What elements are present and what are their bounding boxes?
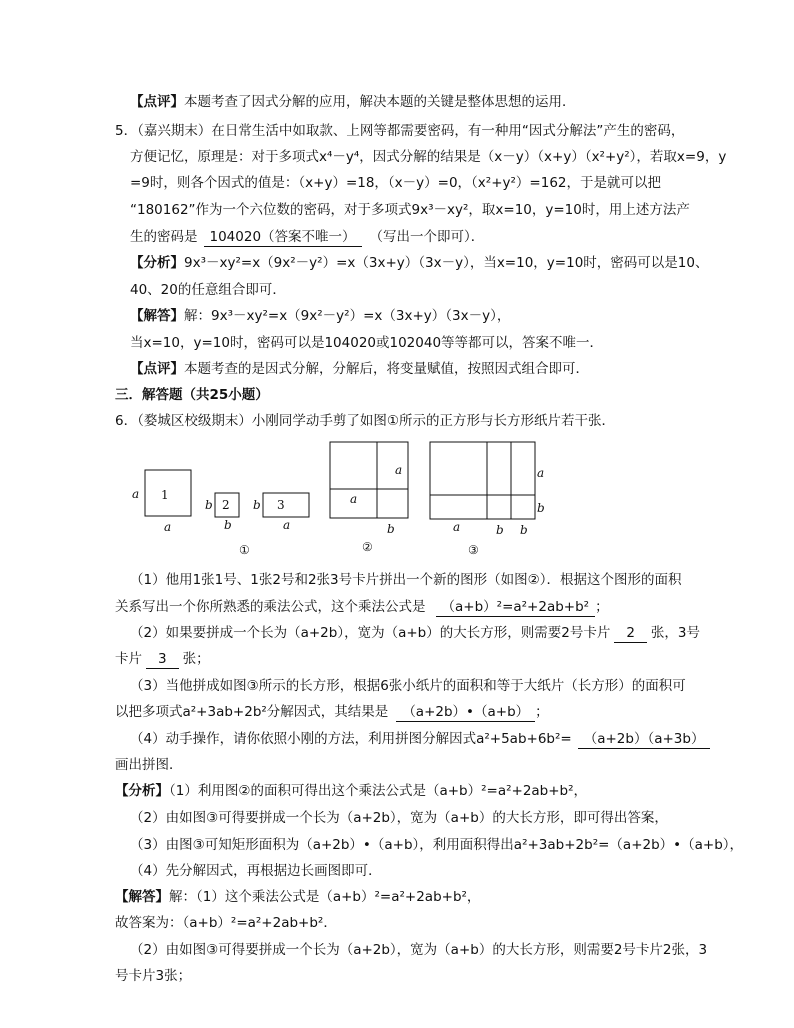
answer-blank: 104020（答案不唯一） bbox=[204, 228, 362, 247]
q6-part-2-line-2 bbox=[115, 650, 210, 669]
figure-3-caption: ③ bbox=[468, 543, 479, 557]
cards-figure bbox=[125, 437, 555, 562]
text: 张，3号 bbox=[650, 625, 701, 641]
card-3-number: 3 bbox=[277, 498, 285, 512]
question-5-line-5 bbox=[130, 228, 484, 247]
q6-solution-line-1 bbox=[115, 888, 480, 906]
card-1-bottom-a-label: a bbox=[164, 520, 172, 534]
question-5-line-2: 方便记忆，原理是：对于多项式x⁴－y⁴，因式分解的结果是（x－y）（x+y）（x²+y²），若取x=9，y bbox=[130, 149, 727, 165]
q6-analysis-line-3: （3）由图③可知矩形面积为（a+2b）•（a+b），利用面积得出a²+3ab+2b²=（a+2b）•（a+b）， bbox=[130, 837, 744, 853]
text: 生的密码是 bbox=[130, 229, 198, 245]
text: （2）如果要拼成一个长为（a+2b），宽为（a+b）的大长方形，则需要2号卡片 bbox=[130, 625, 611, 641]
figure-3-bottom-b1-label: b bbox=[496, 523, 504, 537]
solution-head: 【解答】 bbox=[130, 308, 184, 324]
q6-part-1-line-1: （1）他用1张1号、1张2号和2张3号卡片拼出一个新的图形（如图②）．根据这个图形的面积 bbox=[130, 572, 682, 588]
q6-part-4-line-1 bbox=[130, 730, 710, 749]
text: （写出一个即可）． bbox=[369, 229, 485, 245]
q6-analysis-line-4: （4）先分解因式，再根据边长画图即可． bbox=[130, 863, 382, 879]
card-1-side-a-label: a bbox=[132, 487, 140, 501]
figure-2-outline bbox=[330, 442, 408, 518]
q6-solution-line-2: 故答案为：（a+b）²=a²+2ab+b²． bbox=[115, 915, 337, 931]
question-5-line-3: =9时，则各个因式的值是：（x+y）=18，（x－y）=0，（x²+y²）=162，于是就可以把 bbox=[130, 175, 662, 191]
comment-text: 本题考查的是因式分解，分解后，将变量赋值，按照因式组合即可． bbox=[184, 361, 589, 377]
figure-3-outline bbox=[430, 442, 535, 519]
analysis-text: （1）利用图②的面积可得出这个乘法公式是（a+b）²=a²+2ab+b²， bbox=[169, 783, 588, 799]
card-3-side-b-label: b bbox=[253, 498, 261, 512]
question-5-line-4: “180162”作为一个六位数的密码，对于多项式9x³－xy²，取x=10，y=10时，用上述方法产 bbox=[130, 202, 690, 218]
q6-part-3-line-2 bbox=[115, 703, 549, 722]
text: 卡片 bbox=[115, 651, 142, 667]
text: 关系写出一个你所熟悉的乘法公式，这个乘法公式是 bbox=[115, 599, 426, 615]
q6-part-4-line-2: 画出拼图． bbox=[115, 757, 183, 773]
text: 以把多项式a²+3ab+2b²分解因式，其结果是 bbox=[115, 704, 389, 720]
q6-analysis-line-1 bbox=[115, 782, 587, 800]
figure-3-bottom-a-label: a bbox=[453, 520, 461, 534]
section-heading: 三．解答题（共25小题） bbox=[115, 387, 269, 403]
comment-line-1 bbox=[130, 93, 576, 111]
q6-part-3-line-1: （3）当他拼成如图③所示的长方形，根据6张小纸片的面积和等于大纸片（长方形）的面积可 bbox=[130, 678, 686, 694]
solution-head: 【解答】 bbox=[115, 889, 169, 905]
solution-text: 解：9x³－xy²=x（9x²－y²）=x（3x+y）（3x－y）， bbox=[184, 308, 511, 324]
comment-head: 【点评】 bbox=[130, 94, 184, 110]
text: 张； bbox=[182, 651, 210, 667]
answer-blank: 3 bbox=[146, 650, 179, 669]
text: （4）动手操作，请你依照小刚的方法，利用拼图分解因式a²+5ab+6b²= bbox=[130, 731, 572, 747]
card-3-rect bbox=[263, 493, 309, 517]
q6-part-2-line-1 bbox=[130, 624, 700, 643]
figure-2-inner-a-label: a bbox=[350, 492, 358, 506]
card-2-side-b-label: b bbox=[205, 498, 213, 512]
q6-solution-line-4: 号卡片3张； bbox=[115, 968, 192, 984]
figure-2-caption: ② bbox=[362, 540, 373, 554]
text: ； bbox=[595, 599, 609, 615]
answer-blank: （a+b）²=a²+2ab+b² bbox=[436, 598, 596, 617]
solution-line-2: 当x=10，y=10时，密码可以是104020或102040等等都可以，答案不唯一． bbox=[130, 335, 604, 351]
figure-2-bottom-b-label: b bbox=[387, 522, 395, 536]
q6-analysis-line-2: （2）由如图③可得要拼成一个长为（a+2b），宽为（a+b）的大长方形，即可得出答案， bbox=[130, 810, 668, 826]
analysis-line-1 bbox=[130, 254, 708, 272]
figure-2-side-a-label: a bbox=[395, 463, 403, 477]
analysis-head: 【分析】 bbox=[115, 783, 169, 799]
text: ； bbox=[535, 704, 549, 720]
answer-blank: 2 bbox=[614, 624, 647, 643]
analysis-head: 【分析】 bbox=[130, 255, 184, 271]
comment-head: 【点评】 bbox=[130, 361, 184, 377]
figure-3-bottom-b2-label: b bbox=[520, 523, 528, 537]
comment-text: 本题考查了因式分解的应用，解决本题的关键是整体思想的运用． bbox=[184, 94, 576, 110]
figure-3-side-a-label: a bbox=[537, 466, 545, 480]
card-1-number: 1 bbox=[161, 488, 169, 502]
question-5-line-1: 5．（嘉兴期末）在日常生活中如取款、上网等都需要密码，有一种用“因式分解法”产生的密码， bbox=[115, 123, 685, 139]
answer-blank: （a+2b）•（a+b） bbox=[396, 703, 535, 722]
analysis-text: 9x³－xy²=x（9x²－y²）=x（3x+y）（3x－y），当x=10，y=10时，密码可以是10、 bbox=[184, 255, 709, 271]
figure-1-caption: ① bbox=[239, 543, 250, 557]
answer-blank: （a+2b）（a+3b） bbox=[578, 730, 711, 749]
card-2-number: 2 bbox=[222, 498, 230, 512]
solution-line-1 bbox=[130, 307, 510, 325]
q6-solution-line-3: （2）由如图③可得要拼成一个长为（a+2b），宽为（a+b）的大长方形，则需要2号卡片2张，3 bbox=[130, 942, 708, 958]
solution-text: 解：（1）这个乘法公式是（a+b）²=a²+2ab+b²， bbox=[169, 889, 481, 905]
card-2-bottom-b-label: b bbox=[224, 518, 232, 532]
comment-line-2 bbox=[130, 360, 589, 378]
analysis-line-2: 40、20的任意组合即可． bbox=[130, 282, 286, 298]
card-3-bottom-a-label: a bbox=[283, 518, 291, 532]
figure-3-side-b-label: b bbox=[537, 501, 545, 515]
question-6-stem: 6．（婺城区校级期末）小刚同学动手剪了如图①所示的正方形与长方形纸片若干张． bbox=[115, 413, 615, 429]
q6-part-1-line-2 bbox=[115, 598, 609, 617]
